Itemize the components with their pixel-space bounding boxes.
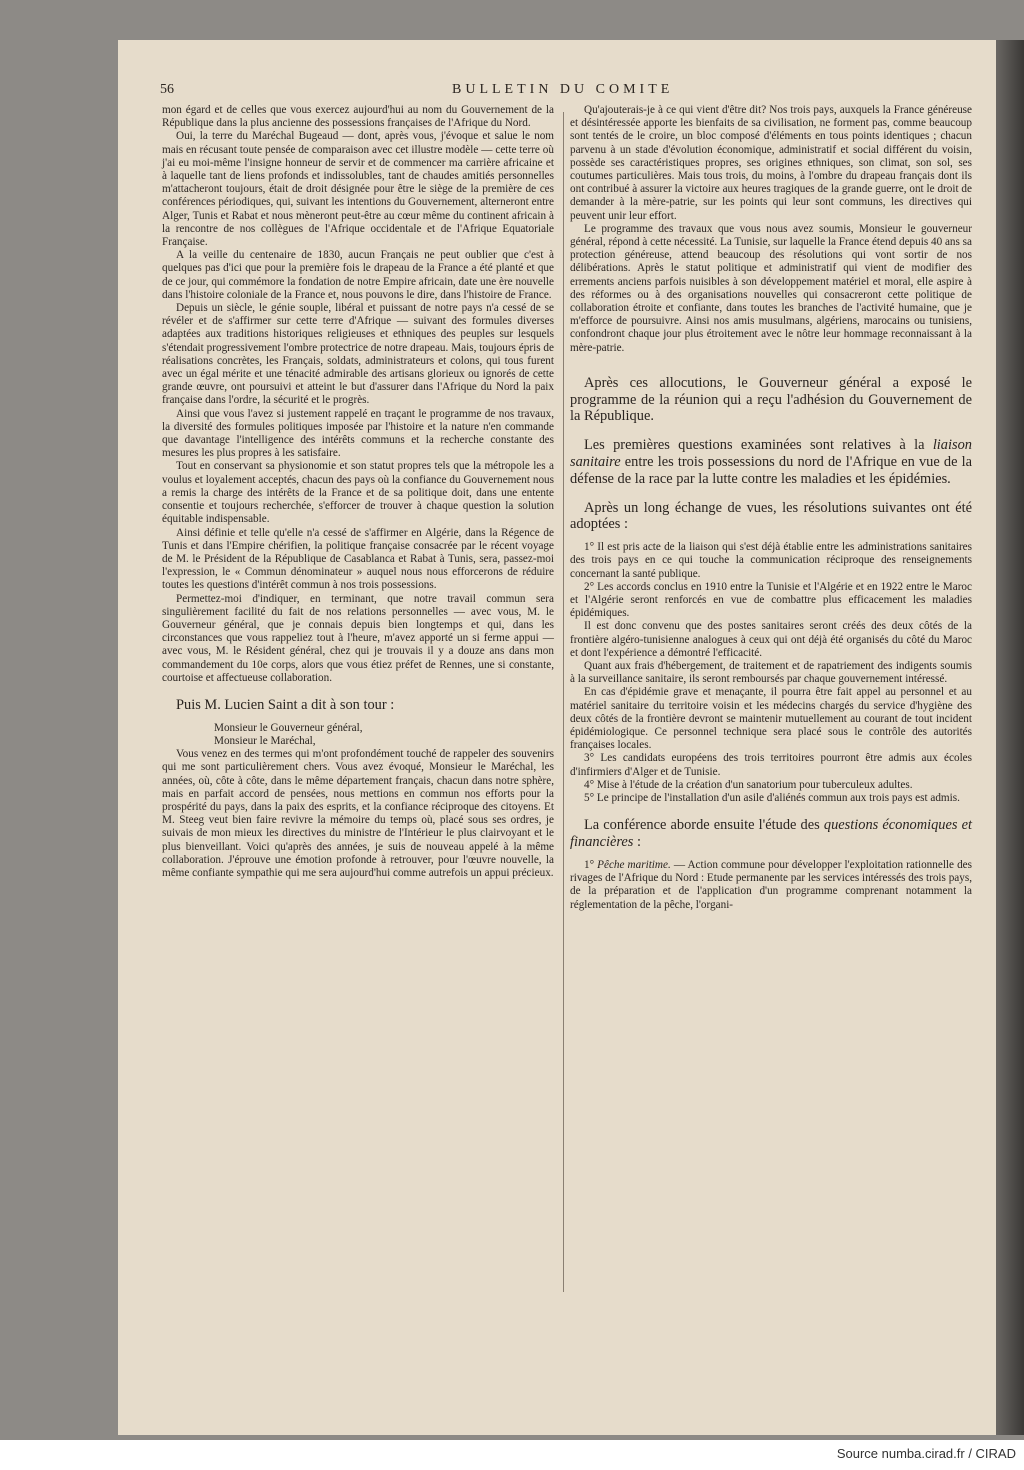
running-head: BULLETIN DU COMITE [452,82,674,97]
speech-intro: Puis M. Lucien Saint a dit à son tour : [176,696,395,713]
paragraph: 1° Pêche maritime. — Action commune pour développer l'exploitation rationnelle des rivages de l'Afrique du Nord : Etude permanente par les services intéressés des trois pays, de la préparation et de l'application d'un programme comprenant notamment la réglementation de la pêche, l'organi- [570,858,972,911]
footer-bar [0,1440,1024,1470]
paragraph: Ainsi définie et telle qu'elle n'a cessé de s'affirmer en Algérie, dans la Régence de Tunis et dans l'Empire chérifien, la politique française consacrée par le récent voyage de M. le Président de la République de Casablanca et Rabat à Tunis, sera, passez-moi l'expression, le « Commun dénominateur » auquel nous nous efforcerons de réduire toutes les questions d'intérêt commun à nos trois possessions. [162,526,554,592]
page-number: 56 [160,82,174,97]
summary-paragraph: La conférence aborde ensuite l'étude des questions économiques et financières : [570,817,972,851]
page-header [160,82,980,102]
summary-paragraph: Après un long échange de vues, les résolutions suivantes ont été adoptées : [570,499,972,533]
paragraph: Vous venez en des termes qui m'ont profondément touché de rappeler des souvenirs qui me sont particulièrement chers. Vous avez évoqué, Monsieur le Maréchal, les années, où, côte à côte, dans le même département français, chacun dans notre sphère, mais en parfait accord de pensées, nous mettions en commun nos efforts pour la prospérité du pays, dans la paix des esprits, et la confiance réciproque des citoyens. Et M. Steeg veut bien faire revivre la mémoire du temps où, placé sous ses ordres, je suivais de mon mieux les directives du ministre de l'Intérieur le plus clairvoyant et le plus bienveillant. Voici qu'après des années, je suis de nouveau appelé à la même collaboration. J'éprouve une émotion profonde à retrouver, pour l'œuvre nouvelle, la même confiante sympathie qui me sera aujourd'hui comme autrefois un appui précieux. [162,748,554,879]
paragraph: Depuis un siècle, le génie souple, libéral et puissant de notre pays n'a cessé de se révéler et de s'affirmer sur cette terre d'Afrique — suivant des formules diverses adaptées aux traditions historiques religieuses et ethniques des peuples sur lesquels s'étendait progressivement l'ombre protectrice de notre drapeau. Mais, toujours épris de réalisations concrètes, les Français, soldats, administrateurs et colons, qui tous furent avec un égal mérite et une ténacité admirable des artisans glorieux ou ignorés de cette grande œuvre, ont poursuivi et atteint le but d'assurer dans l'Afrique du Nord la paix française dans l'ordre, la sécurité et le progrès. [162,302,554,407]
salutation: Monsieur le Maréchal, [214,734,316,747]
source-credit: Source numba.cirad.fr / CIRAD [836,1446,1016,1461]
paragraph: Oui, la terre du Maréchal Bugeaud — dont, après vous, j'évoque et salue le nom mais en récusant toute pensée de comparaison avec cet illustre modèle — cette terre où j'ai eu moi-même l'insigne honneur de servir et de commencer ma carrière africaine et à laquelle tant de liens profonds et indissolubles, tant de chaudes amitiés personnelles m'attacheront toujours, était de droit désignée pour être le siège de la première de ces conférences périodiques, qui, suivant les intentions du Gouvernement, alterneront entre Alger, Tunis et Rabat et nous mèneront peut-être au cœur même du continent africain à la rencontre de nos collègues de l'Afrique occidentale et de l'Afrique Equatoriale Française. [162,130,554,249]
page-edge [996,40,1024,1435]
summary-paragraph: Après ces allocutions, le Gouverneur général a exposé le programme de la réunion qui a reçu l'adhésion du Gouvernement de la République. [570,374,972,425]
resolution: 4° Mise à l'étude de la création d'un sanatorium pour tuberculeux adultes. [584,778,913,791]
paragraph: Permettez-moi d'indiquer, en terminant, que notre travail commun sera singulièrement facilité du fait de nos relations personnelles — avec vous, M. le Gouverneur général, que je connais depuis bien longtemps et qui, dans les circonstances que vous rappeliez tout à l'heure, m'avez apporté un si ferme appui — avec vous, M. le Résident général, chez qui je trouvais il y a douze ans dans mon commandement du 10e corps, alors que vous étiez préfet de Rennes, une si constante, courtoise et affectueuse collaboration. [162,592,554,684]
resolution: En cas d'épidémie grave et menaçante, il pourra être fait appel au personnel et au matériel sanitaire du territoire voisin et les médecins chargés du service d'hygiène des deux côtés de la frontière devront se maintenir mutuellement au courant de tout incident épidémiologique. Ce personnel technique sera placé sous le contrôle des autorités françaises locales. [570,686,972,752]
resolution: Il est donc convenu que des postes sanitaires seront créés des deux côtés de la frontière algéro-tunisienne analogues à ceux qui ont déjà été organisés du côté du Maroc et dont l'expérience a démontré l'efficacité. [570,620,972,659]
paragraph: A la veille du centenaire de 1830, aucun Français ne peut oublier que c'est à quelques pas d'ici que pour la première fois le drapeau de la France a été planté et que de ce jour, qui commémore la fondation de notre Empire africain, date une ère nouvelle dans l'histoire coloniale de la France et, nous pouvons le dire, dans l'histoire de France. [162,249,554,301]
resolution: 5° Le principe de l'installation d'un asile d'aliénés commun aux trois pays est admis. [584,792,960,805]
left-column [162,104,554,880]
right-column [570,104,972,912]
paragraph: Ainsi que vous l'avez si justement rappelé en traçant le programme de nos travaux, la diversité des formules politiques imposée par l'histoire et la nature n'en commande que davantage l'intelligence des intérêts communs et la recherche constante des mesures les plus propres à les satisfaire. [162,407,554,460]
salutation: Monsieur le Gouverneur général, [214,721,363,734]
paragraph: Tout en conservant sa physionomie et son statut propres tels que la métropole les a voulus et loyalement acceptés, chacun des pays où la confiance du Gouvernement nous a remis la charge des intérêts de la France et de sa politique doit, dans une entente consentie et toujours recherchée, s'efforcer de trouver à chaque question la solution équitable indispensable. [162,460,554,526]
paragraph: Le programme des travaux que vous nous avez soumis, Monsieur le gouverneur général, répond à cette nécessité. La Tunisie, sur laquelle la France étend depuis 40 ans sa protection généreuse, attend beaucoup des résolutions qui vont sortir de nos délibérations. Après le statut politique et administratif qui vient de modifier des errements anciens parfois nuisibles à son développement matériel et moral, elle aspire à des réformes ou à des organisations nouvelles qui consacreront cette politique de collaboration étroite et confiante, dans toutes les branches de l'activité humaine, que je m'efforce de poursuivre. Ainsi nos amis musulmans, algériens, marocains ou tunisiens, confondront chaque jour plus étroitement avec le nôtre leur hommage reconnaissant à la mère-patrie. [570,222,972,354]
resolution: Quant aux frais d'hébergement, de traitement et de rapatriement des indigents soumis à la surveillance sanitaire, ils seront remboursés par chaque gouvernement intéressé. [570,660,972,686]
resolution: 2° Les accords conclus en 1910 entre la Tunisie et l'Algérie et en 1922 entre le Maroc et l'Algérie seront renforcés en vue de combattre plus efficacement les maladies épidémiques. [570,580,972,620]
paragraph: Qu'ajouterais-je à ce qui vient d'être dit? Nos trois pays, auxquels la France généreuse et désintéressée apporte les bienfaits de sa civilisation, ne forment pas, comme beaucoup sont tentés de le croire, un bloc composé d'éléments en tous points identiques ; chacun parvenu à un stade d'évolution économique, administratif et social différent du voisin, possède ses caractéristiques propres, ses origines ethniques, son climat, son sol, ses coutumes particulières. Mais tous trois, du moins, à l'ombre du drapeau français dont ils ont contribué à assurer la victoire aux heures tragiques de la grande guerre, ont le droit de demander à la mère-patrie, sur les points qui leur sont communs, les directives qui peuvent unir leur effort. [570,104,972,222]
column-rule [563,112,564,1292]
resolution: 1° Il est pris acte de la liaison qui s'est déjà établie entre les administrations sanitaires des trois pays en ce qui touche la communication réciproque des renseignements concernant la santé publique. [570,541,972,580]
resolution: 3° Les candidats européens des trois territoires pourront être admis aux écoles d'infirmiers d'Alger et de Tunisie. [570,752,972,778]
summary-paragraph: Les premières questions examinées sont relatives à la liaison sanitaire entre les trois possessions du nord de l'Afrique en vue de la défense de la race par la lutte contre les maladies et les épidémies. [570,437,972,487]
paragraph: mon égard et de celles que vous exercez aujourd'hui au nom du Gouvernement de la République dans la plus ancienne des possessions françaises de l'Afrique du Nord. [162,104,554,130]
